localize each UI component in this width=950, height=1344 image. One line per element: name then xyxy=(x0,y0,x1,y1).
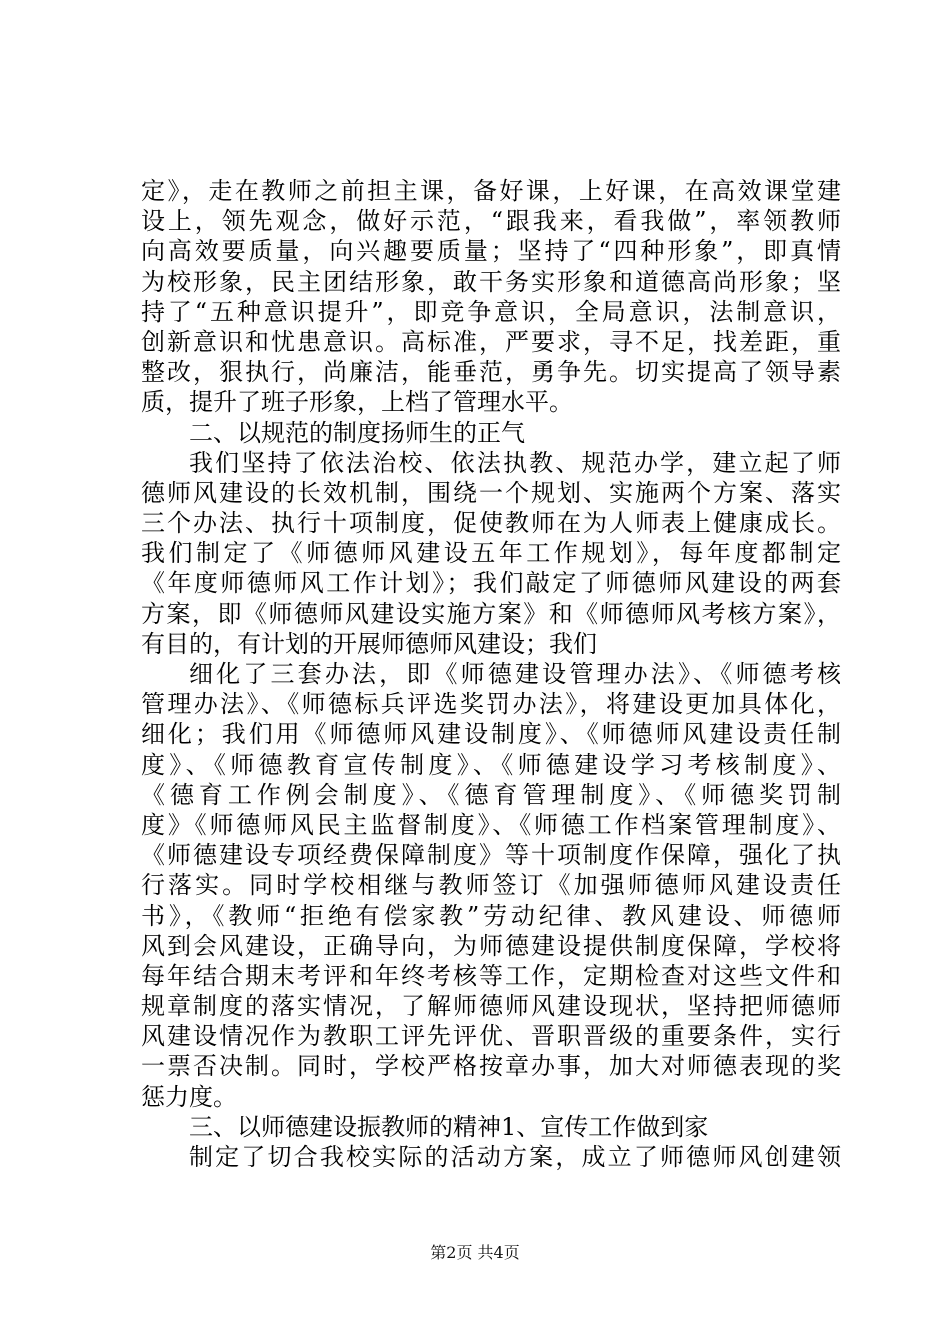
text-line: 创新意识和忧患意识。高标准，严要求，寻不足，找差距，重 xyxy=(141,327,841,356)
section-heading: 二、以规范的制度扬师生的正气 xyxy=(189,418,525,447)
text-line: 管理办法》、《师德标兵评选奖罚办法》，将建设更加具体化， xyxy=(141,690,841,719)
text-line: 三个办法、执行十项制度，促使教师在为人师表上健康成长。 xyxy=(141,509,841,538)
text-line: 方案，即《师德师风建设实施方案》和《师德师风考核方案》， xyxy=(141,599,841,628)
text-line: 有目的，有计划的开展师德师风建设；我们 xyxy=(141,629,597,658)
text-line: 我们坚持了依法治校、依法执教、规范办学，建立起了师 xyxy=(189,448,841,477)
text-line: 度》《师德师风民主监督制度》、《师德工作档案管理制度》、 xyxy=(141,810,841,839)
text-line: 持了“五种意识提升”，即竞争意识，全局意识，法制意识， xyxy=(141,297,841,326)
text-line: 质，提升了班子形象，上档了管理水平。 xyxy=(141,388,573,417)
text-line: 《师德建设专项经费保障制度》等十项制度作保障，强化了执 xyxy=(141,841,841,870)
document-body xyxy=(141,176,841,1172)
text-line: 设上，领先观念，做好示范，“跟我来，看我做”，率领教师 xyxy=(141,207,841,236)
text-line: 我们制定了《师德师风建设五年工作规划》，每年度都制定 xyxy=(141,539,841,568)
text-line: 为校形象，民主团结形象，敢干务实形象和道德高尚形象；坚 xyxy=(141,267,841,296)
text-line: 整改，狠执行，尚廉洁，能垂范，勇争先。切实提高了领导素 xyxy=(141,358,841,387)
text-line: 风建设情况作为教职工评先评优、晋职晋级的重要条件，实行 xyxy=(141,1022,841,1051)
text-line: 风到会风建设，正确导向，为师德建设提供制度保障，学校将 xyxy=(141,931,841,960)
text-line: 细化；我们用《师德师风建设制度》、《师德师风建设责任制 xyxy=(141,720,841,749)
text-line: 行落实。同时学校相继与教师签订《加强师德师风建设责任 xyxy=(141,871,841,900)
page-footer: 第2页 共4页 xyxy=(430,1243,520,1262)
text-line: 《年度师德师风工作计划》；我们敲定了师德师风建设的两套 xyxy=(141,569,841,598)
text-line: 一票否决制。同时，学校严格按章办事，加大对师德表现的奖 xyxy=(141,1052,841,1081)
text-line: 向高效要质量，向兴趣要质量；坚持了“四种形象”，即真情 xyxy=(141,237,841,266)
text-line: 《德育工作例会制度》、《德育管理制度》、《师德奖罚制 xyxy=(141,780,841,809)
section-heading: 三、以师德建设振教师的精神1、宣传工作做到家 xyxy=(189,1112,709,1141)
text-line: 细化了三套办法，即《师德建设管理办法》、《师德考核 xyxy=(189,660,841,688)
text-line: 书》，《教师“拒绝有偿家教”劳动纪律、教风建设、师德师 xyxy=(141,901,841,930)
text-line: 德师风建设的长效机制，围绕一个规划、实施两个方案、落实 xyxy=(141,478,841,507)
text-line: 制定了切合我校实际的活动方案，成立了师德师风创建领 xyxy=(189,1143,841,1171)
text-line: 定》，走在教师之前担主课，备好课，上好课，在高效课堂建 xyxy=(141,177,841,205)
text-line: 每年结合期末考评和年终考核等工作，定期检查对这些文件和 xyxy=(141,961,841,990)
text-line: 规章制度的落实情况，了解师德师风建设现状，坚持把师德师 xyxy=(141,992,841,1021)
text-line: 惩力度。 xyxy=(141,1082,237,1111)
text-line: 度》、《师德教育宣传制度》、《师德建设学习考核制度》、 xyxy=(141,750,841,779)
